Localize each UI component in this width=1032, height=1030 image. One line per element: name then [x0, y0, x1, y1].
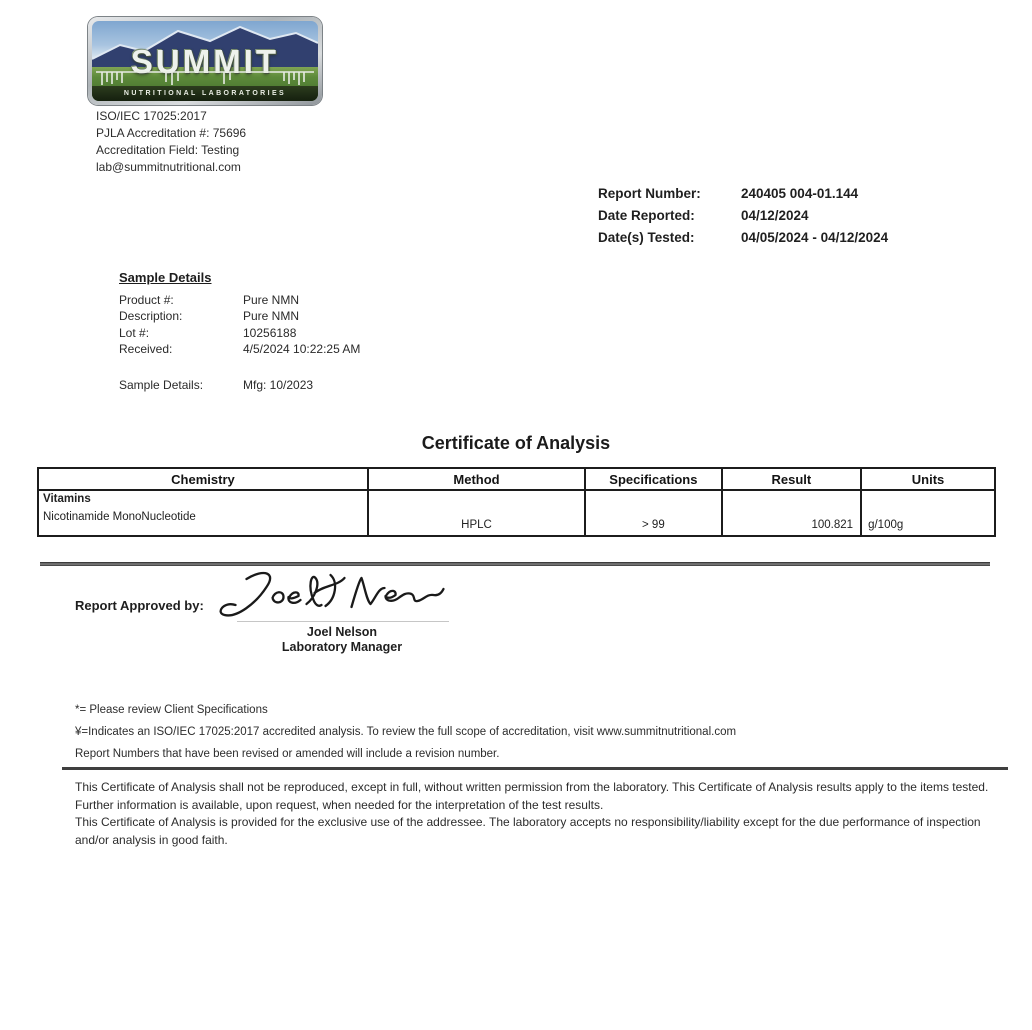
sample-details-extra-value: Mfg: 10/2023: [243, 378, 314, 392]
header-method: Method: [369, 469, 586, 489]
specifications-cell: [586, 491, 723, 535]
approver-name: Joel Nelson: [306, 625, 378, 639]
signature-line: [237, 621, 449, 622]
units-value: g/100g: [868, 519, 904, 531]
received-label: Received:: [119, 342, 173, 356]
signature-image: [208, 566, 453, 624]
analysis-table: [37, 467, 996, 537]
product-number-value: Pure NMN: [243, 293, 300, 307]
lab-email: lab@summitnutritional.com: [96, 160, 241, 174]
table-header-row: [39, 469, 994, 491]
logo-landscape-graphic: [92, 21, 318, 101]
report-number-label: Report Number:: [598, 186, 701, 201]
disclaimer-block: [75, 779, 1013, 849]
disclaimer-paragraph-1: This Certificate of Analysis shall not be reproduced, except in full, without written permission from the laboratory. This Certificate of Analysis results apply to the items tested. Further information is available, upon request, when needed for the interpretation of the test results.: [75, 780, 989, 812]
product-number-label: Product #:: [119, 293, 174, 307]
chromatogram-peaks-icon: [96, 70, 314, 86]
accreditation-line: ISO/IEC 17025:2017: [96, 109, 207, 123]
disclaimer-divider-rule: [62, 767, 1008, 770]
accreditation-block: [96, 108, 246, 176]
summit-logo: [88, 17, 322, 105]
report-approved-by-label: Report Approved by:: [75, 598, 204, 613]
analyte-name: Nicotinamide MonoNucleotide: [43, 511, 196, 523]
dates-tested-label: Date(s) Tested:: [598, 230, 695, 245]
sample-details-extra-label: Sample Details:: [119, 378, 204, 392]
header-specifications: Specifications: [586, 469, 723, 489]
header-result: Result: [723, 469, 862, 489]
method-cell: [369, 491, 586, 535]
lot-number-value: 10256188: [243, 326, 297, 340]
date-reported-value: 04/12/2024: [741, 208, 809, 223]
report-number-value: 240405 004-01.144: [741, 186, 859, 201]
certificate-title: Certificate of Analysis: [421, 433, 611, 453]
method-value: HPLC: [461, 519, 492, 531]
table-row: [39, 491, 994, 535]
description-label: Description:: [119, 309, 183, 323]
disclaimer-paragraph-2: This Certificate of Analysis is provided for the exclusive use of the addressee. The laboratory accepts no responsibility/liability except for the due performance of inspection and/or analysis in good faith.: [75, 815, 981, 847]
accreditation-line: Accreditation Field: Testing: [96, 143, 240, 157]
header-chemistry: Chemistry: [39, 469, 369, 489]
logo-tagline: NUTRITIONAL LABORATORIES: [92, 86, 318, 101]
specifications-value: > 99: [642, 519, 665, 531]
section-divider-rule: [40, 562, 990, 566]
logo-brand-text: SUMMIT: [130, 43, 280, 80]
approver-title: Laboratory Manager: [281, 640, 403, 654]
footnote-accredited-analysis: ¥=Indicates an ISO/IEC 17025:2017 accredited analysis. To review the full scope of accreditation, visit www.summitnutritional.com: [75, 726, 737, 738]
result-value: 100.821: [811, 519, 854, 531]
footnote-client-specs: *= Please review Client Specifications: [75, 704, 268, 716]
footnote-revision: Report Numbers that have been revised or amended will include a revision number.: [75, 748, 500, 760]
received-value: 4/5/2024 10:22:25 AM: [243, 342, 361, 356]
accreditation-line: PJLA Accreditation #: 75696: [96, 126, 247, 140]
lot-number-label: Lot #:: [119, 326, 150, 340]
units-cell: [862, 491, 994, 535]
dates-tested-value: 04/05/2024 - 04/12/2024: [741, 230, 889, 245]
group-label-vitamins: Vitamins: [43, 493, 91, 505]
description-value: Pure NMN: [243, 309, 300, 323]
result-cell: [723, 491, 862, 535]
header-units: Units: [911, 472, 945, 487]
date-reported-label: Date Reported:: [598, 208, 695, 223]
sample-details-heading: Sample Details: [119, 270, 212, 285]
